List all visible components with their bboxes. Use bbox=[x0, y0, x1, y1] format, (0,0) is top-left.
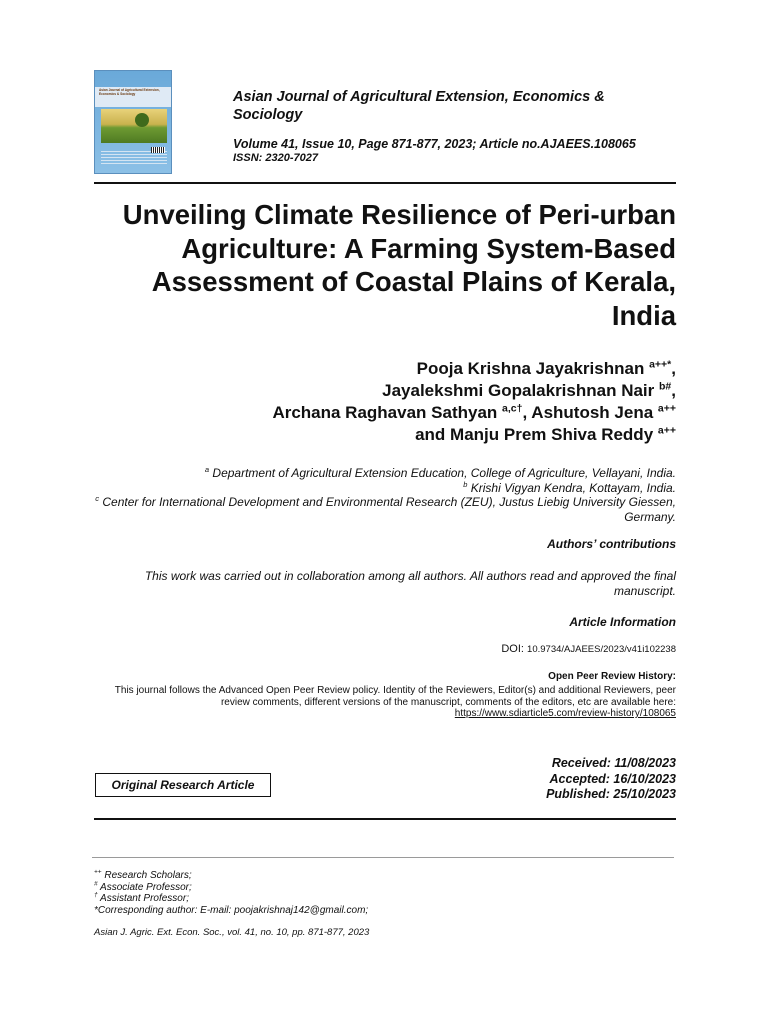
affiliation-text: Department of Agricultural Extension Education, College of Agriculture, Vellayani, India. bbox=[212, 466, 676, 480]
review-history-link[interactable]: https://www.sdiarticle5.com/review-history/108065 bbox=[454, 708, 676, 719]
review-history-description: This journal follows the Advanced Open Peer Review policy. Identity of the Reviewers, Editor(s) and additional Reviewers, peer review comments, different versions of the manuscript, comments of the editors, etc are available here: bbox=[114, 685, 676, 708]
doi-label: DOI: bbox=[501, 643, 524, 655]
footnote-mark: # bbox=[94, 880, 98, 888]
journal-name: Asian Journal of Agricultural Extension, Economics & Sociology bbox=[233, 89, 605, 123]
author-name: Manju Prem Shiva Reddy bbox=[450, 425, 654, 444]
author-affil-mark: a++ bbox=[657, 424, 676, 437]
author-affil-mark: a++ bbox=[657, 402, 676, 415]
affiliation-item bbox=[94, 481, 676, 496]
journal-cover-image bbox=[94, 70, 172, 174]
footnote-text: Assistant Professor; bbox=[100, 893, 189, 904]
article-type-badge: Original Research Article bbox=[95, 773, 271, 797]
publication-dates bbox=[380, 756, 676, 803]
footnotes bbox=[94, 870, 654, 916]
accepted-date: Accepted: 16/10/2023 bbox=[549, 771, 676, 786]
issn: ISSN: 2320-7027 bbox=[233, 152, 318, 164]
footnote-mark: † bbox=[94, 891, 98, 899]
author-separator: , bbox=[522, 403, 528, 422]
affiliation-item bbox=[94, 495, 676, 524]
published-date: Published: 25/10/2023 bbox=[546, 787, 676, 801]
article-info-heading: Article Information bbox=[569, 615, 676, 629]
doi-value[interactable]: 10.9734/AJAEES/2023/v41i102238 bbox=[527, 644, 676, 655]
received-date: Received: 11/08/2023 bbox=[551, 756, 676, 770]
author-separator: , bbox=[671, 381, 676, 400]
author-affil-mark: a++* bbox=[649, 358, 672, 371]
cover-title-text: Asian Journal of Agricultural Extension, Economics & Sociology bbox=[99, 88, 160, 96]
author-line-1 bbox=[94, 358, 676, 380]
footnote-item bbox=[94, 905, 654, 917]
review-history-heading: Open Peer Review History: bbox=[548, 671, 676, 682]
affiliation-mark: a bbox=[204, 465, 210, 474]
author-name: Jayalekshmi Gopalakrishnan Nair bbox=[382, 381, 655, 400]
article-title: Unveiling Climate Resilience of Peri-urban Agriculture: A Farming System-Based Assessment of Coastal Plains of Kerala, India bbox=[122, 199, 676, 331]
affiliation-item bbox=[94, 466, 676, 481]
author-name: Ashutosh Jena bbox=[531, 403, 654, 422]
corresponding-author: *Corresponding author: E-mail: poojakrishnaj142@gmail.com; bbox=[94, 904, 369, 916]
author-name: Pooja Krishna Jayakrishnan bbox=[416, 359, 645, 378]
header-rule bbox=[94, 182, 676, 184]
affiliation-mark: c bbox=[95, 494, 100, 503]
citation-line: Asian J. Agric. Ext. Econ. Soc., vol. 41, no. 10, pp. 871-877, 2023 bbox=[94, 927, 370, 938]
author-list bbox=[94, 358, 676, 446]
contributions-heading: Authors’ contributions bbox=[547, 537, 676, 551]
footnote-divider bbox=[92, 857, 674, 858]
author-line-3 bbox=[94, 402, 676, 424]
cover-barcode-icon bbox=[151, 147, 165, 153]
affiliation-text: Center for International Development and Environmental Research (ZEU), Justus Liebig University Giessen, Germany. bbox=[102, 495, 676, 524]
section-rule bbox=[94, 818, 676, 820]
footnote-item bbox=[94, 882, 654, 894]
affiliation-text: Krishi Vigyan Kendra, Kottayam, India. bbox=[470, 480, 676, 495]
footnote-item bbox=[94, 893, 654, 905]
cover-tree-icon bbox=[135, 113, 149, 127]
author-line-2 bbox=[94, 380, 676, 402]
footnote-text: Associate Professor; bbox=[100, 881, 192, 893]
author-line-4 bbox=[94, 424, 676, 446]
footnote-item bbox=[94, 870, 654, 882]
author-name: Archana Raghavan Sathyan bbox=[272, 403, 498, 422]
author-affil-mark: b# bbox=[659, 380, 672, 393]
author-conjunction: and bbox=[415, 425, 446, 444]
doi-line bbox=[94, 643, 676, 655]
volume-line: Volume 41, Issue 10, Page 871-877, 2023; Article no.AJAEES.108065 bbox=[233, 137, 636, 151]
author-separator: , bbox=[671, 359, 676, 378]
affiliations bbox=[94, 466, 676, 524]
contributions-text: This work was carried out in collaboration among all authors. All authors read and approved the final manuscript. bbox=[144, 569, 676, 598]
cover-text-lines bbox=[101, 151, 167, 165]
cover-landscape bbox=[101, 109, 167, 143]
footnote-mark: ++ bbox=[94, 868, 102, 876]
affiliation-mark: b bbox=[463, 479, 468, 489]
footnote-text: Research Scholars; bbox=[104, 870, 192, 881]
review-history-text bbox=[94, 685, 676, 720]
author-affil-mark: a,c† bbox=[502, 402, 523, 415]
